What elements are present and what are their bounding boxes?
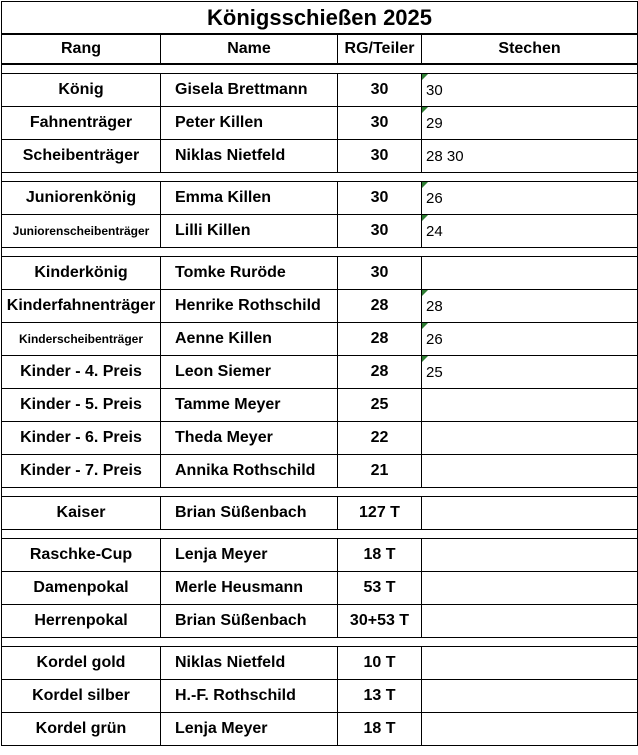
table-row [2, 215, 638, 248]
cell-stechen[interactable] [422, 290, 638, 323]
cell-stechen[interactable] [422, 356, 638, 389]
comment-marker-icon [422, 356, 428, 362]
comment-marker-icon [422, 182, 428, 188]
cell-stechen[interactable] [422, 182, 638, 215]
table-row [2, 647, 638, 680]
cell-rang[interactable]: Kinder - 5. Preis [2, 389, 161, 422]
cell-rang[interactable]: Scheibenträger [2, 140, 161, 173]
group-separator [2, 638, 638, 647]
cell-score[interactable]: 127 T [338, 497, 422, 530]
comment-marker-icon [422, 107, 428, 113]
stechen-value: 29 [426, 114, 443, 132]
header-rang: Rang [2, 34, 161, 64]
table-row [2, 290, 638, 323]
cell-stechen[interactable] [422, 107, 638, 140]
cell-stechen[interactable] [422, 497, 638, 530]
header-stechen: Stechen [422, 34, 638, 64]
table-row [2, 422, 638, 455]
table-row [2, 107, 638, 140]
cell-score[interactable]: 22 [338, 422, 422, 455]
cell-stechen[interactable] [422, 389, 638, 422]
cell-name[interactable]: Gisela Brettmann [161, 74, 338, 107]
stechen-value: 28 [426, 297, 443, 315]
cell-name[interactable]: Niklas Nietfeld [161, 647, 338, 680]
cell-name[interactable]: Niklas Nietfeld [161, 140, 338, 173]
cell-rang[interactable]: Juniorenkönig [2, 182, 161, 215]
cell-stechen[interactable] [422, 323, 638, 356]
cell-stechen[interactable] [422, 572, 638, 605]
stechen-value: 26 [426, 189, 443, 207]
comment-marker-icon [422, 323, 428, 329]
table-row [2, 572, 638, 605]
cell-score[interactable]: 30 [338, 257, 422, 290]
group-separator [2, 488, 638, 497]
cell-score[interactable]: 30 [338, 182, 422, 215]
cell-rang[interactable]: Kinderkönig [2, 257, 161, 290]
cell-score[interactable]: 30 [338, 74, 422, 107]
cell-score[interactable]: 28 [338, 356, 422, 389]
cell-score[interactable]: 13 T [338, 680, 422, 713]
cell-score[interactable]: 28 [338, 323, 422, 356]
cell-stechen[interactable] [422, 455, 638, 488]
stechen-value: 30 [426, 81, 443, 99]
table-row [2, 182, 638, 215]
cell-rang[interactable]: Kordel gold [2, 647, 161, 680]
table-row [2, 140, 638, 173]
table-row [2, 74, 638, 107]
stechen-value: 25 [426, 363, 443, 381]
cell-score[interactable]: 21 [338, 455, 422, 488]
cell-score[interactable]: 18 T [338, 713, 422, 746]
cell-rang[interactable]: König [2, 74, 161, 107]
cell-name[interactable]: Brian Süßenbach [161, 497, 338, 530]
cell-rang[interactable]: Kordel silber [2, 680, 161, 713]
page-title: Königsschießen 2025 [2, 2, 638, 35]
cell-score[interactable]: 30 [338, 215, 422, 248]
cell-score[interactable]: 53 T [338, 572, 422, 605]
cell-name[interactable]: Lenja Meyer [161, 539, 338, 572]
table-row [2, 389, 638, 422]
table-row [2, 257, 638, 290]
cell-stechen[interactable] [422, 215, 638, 248]
cell-score[interactable]: 28 [338, 290, 422, 323]
comment-marker-icon [422, 215, 428, 221]
cell-name[interactable]: Brian Süßenbach [161, 605, 338, 638]
results-table [1, 1, 638, 746]
cell-rang[interactable]: Kinder - 6. Preis [2, 422, 161, 455]
cell-rang[interactable]: Damenpokal [2, 572, 161, 605]
cell-stechen[interactable] [422, 74, 638, 107]
cell-stechen[interactable] [422, 257, 638, 290]
cell-rang[interactable]: Kordel grün [2, 713, 161, 746]
cell-name[interactable]: H.-F. Rothschild [161, 680, 338, 713]
table-row [2, 455, 638, 488]
cell-name[interactable]: Lenja Meyer [161, 713, 338, 746]
cell-rang[interactable]: Kinder - 4. Preis [2, 356, 161, 389]
cell-name[interactable]: Emma Killen [161, 182, 338, 215]
header-score: RG/Teiler [338, 34, 422, 64]
table-row [2, 680, 638, 713]
cell-name[interactable]: Theda Meyer [161, 422, 338, 455]
stechen-value: 28 30 [426, 147, 464, 165]
comment-marker-icon [422, 290, 428, 296]
cell-stechen[interactable] [422, 422, 638, 455]
cell-rang[interactable]: Raschke-Cup [2, 539, 161, 572]
cell-stechen[interactable] [422, 605, 638, 638]
cell-score[interactable]: 30 [338, 140, 422, 173]
table-row [2, 323, 638, 356]
cell-name[interactable]: Henrike Rothschild [161, 290, 338, 323]
cell-stechen[interactable] [422, 680, 638, 713]
group-separator [2, 64, 638, 74]
cell-name[interactable]: Annika Rothschild [161, 455, 338, 488]
comment-marker-icon [422, 74, 428, 80]
cell-score[interactable]: 30 [338, 107, 422, 140]
cell-stechen[interactable] [422, 539, 638, 572]
cell-name[interactable]: Tamme Meyer [161, 389, 338, 422]
cell-rang[interactable]: Fahnenträger [2, 107, 161, 140]
table-row [2, 356, 638, 389]
cell-score[interactable]: 18 T [338, 539, 422, 572]
cell-score[interactable]: 25 [338, 389, 422, 422]
cell-rang[interactable]: Kinderscheibenträger [2, 323, 161, 356]
group-separator [2, 248, 638, 257]
cell-rang[interactable]: Kaiser [2, 497, 161, 530]
cell-name[interactable]: Peter Killen [161, 107, 338, 140]
cell-rang[interactable]: Kinder - 7. Preis [2, 455, 161, 488]
cell-stechen[interactable] [422, 140, 638, 173]
group-separator [2, 173, 638, 182]
stechen-value: 24 [426, 222, 443, 240]
cell-rang[interactable]: Kinderfahnenträger [2, 290, 161, 323]
cell-name[interactable]: Tomke Ruröde [161, 257, 338, 290]
cell-stechen[interactable] [422, 647, 638, 680]
cell-name[interactable]: Merle Heusmann [161, 572, 338, 605]
table-row [2, 497, 638, 530]
cell-rang[interactable]: Herrenpokal [2, 605, 161, 638]
stechen-value: 26 [426, 330, 443, 348]
cell-score[interactable]: 10 T [338, 647, 422, 680]
cell-score[interactable]: 30+53 T [338, 605, 422, 638]
cell-stechen[interactable] [422, 713, 638, 746]
table-row [2, 605, 638, 638]
table-row [2, 539, 638, 572]
group-separator [2, 530, 638, 539]
table-row [2, 713, 638, 746]
cell-name[interactable]: Leon Siemer [161, 356, 338, 389]
cell-name[interactable]: Aenne Killen [161, 323, 338, 356]
cell-name[interactable]: Lilli Killen [161, 215, 338, 248]
cell-rang[interactable]: Juniorenscheibenträger [2, 215, 161, 248]
header-name: Name [161, 34, 338, 64]
